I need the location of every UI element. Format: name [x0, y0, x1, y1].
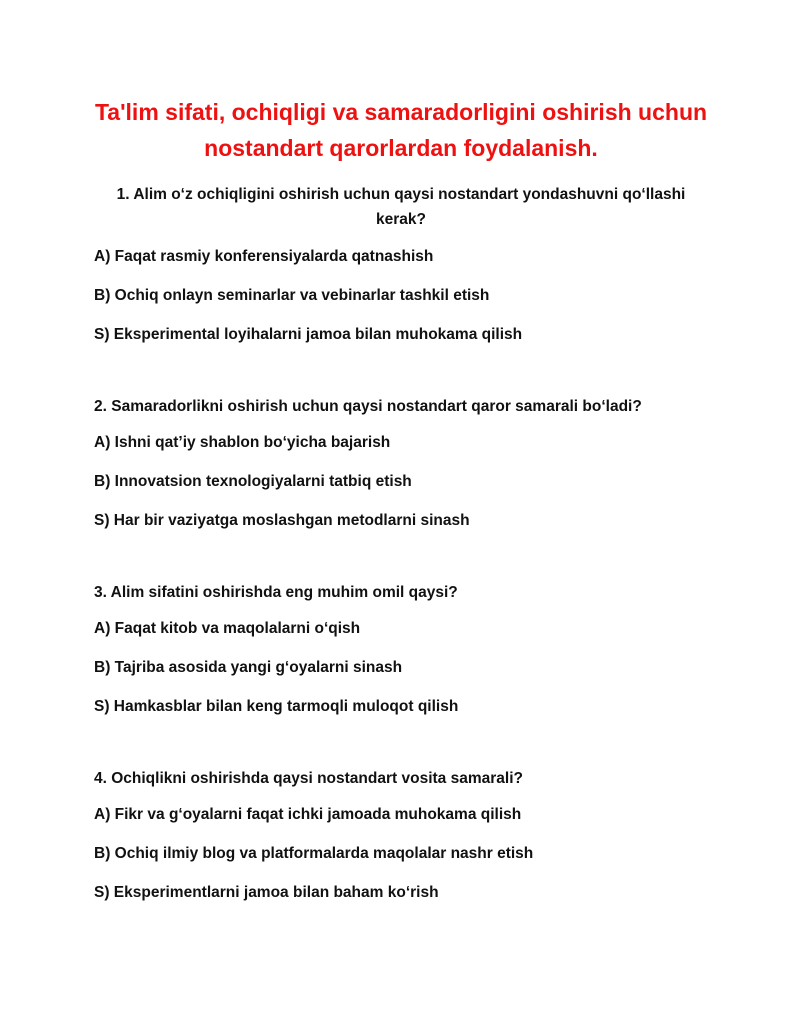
question-2-text: 2. Samaradorlikni oshirish uchun qaysi nostandart qaror samarali bo‘ladi? [94, 398, 642, 415]
question-3-option-a: A) Faqat kitob va maqolalarni o‘qish [94, 620, 361, 637]
question-1 [94, 182, 708, 346]
question-4-option-a: A) Fikr va g‘oyalarni faqat ichki jamoada muhokama qilish [94, 806, 522, 823]
question-1-option-b: B) Ochiq onlayn seminarlar va vebinarlar tashkil etish [94, 287, 490, 304]
question-2 [94, 396, 708, 532]
question-4-option-s: S) Eksperimentlarni jamoa bilan baham ko‘rish [94, 884, 439, 901]
question-2-option-s: S) Har bir vaziyatga moslashgan metodlarni sinash [94, 512, 470, 529]
question-4 [94, 768, 708, 904]
question-3-text: 3. Alim sifatini oshirishda eng muhim omil qaysi? [94, 584, 458, 601]
question-2-option-b: B) Innovatsion texnologiyalarni tatbiq etish [94, 473, 412, 490]
question-1-option-s: S) Eksperimental loyihalarni jamoa bilan muhokama qilish [94, 326, 523, 343]
question-4-option-b: B) Ochiq ilmiy blog va platformalarda maqolalar nashr etish [94, 845, 534, 862]
question-1-text: 1. Alim o‘z ochiqligini oshirish uchun qaysi nostandart yondashuvni qo‘llashi kerak? [116, 186, 686, 228]
question-2-option-a: A) Ishni qat’iy shablon bo‘yicha bajarish [94, 434, 391, 451]
question-3 [94, 582, 708, 718]
question-3-option-s: S) Hamkasblar bilan keng tarmoqli muloqot qilish [94, 698, 459, 715]
question-4-text: 4. Ochiqlikni oshirishda qaysi nostandart vosita samarali? [94, 770, 523, 787]
question-3-option-b: B) Tajriba asosida yangi g‘oyalarni sinash [94, 659, 403, 676]
question-1-option-a: A) Faqat rasmiy konferensiyalarda qatnashish [94, 248, 434, 265]
document-title: Ta'lim sifati, ochiqligi va samaradorligini oshirish uchun nostandart qarorlardan foydalanish. [94, 99, 708, 161]
